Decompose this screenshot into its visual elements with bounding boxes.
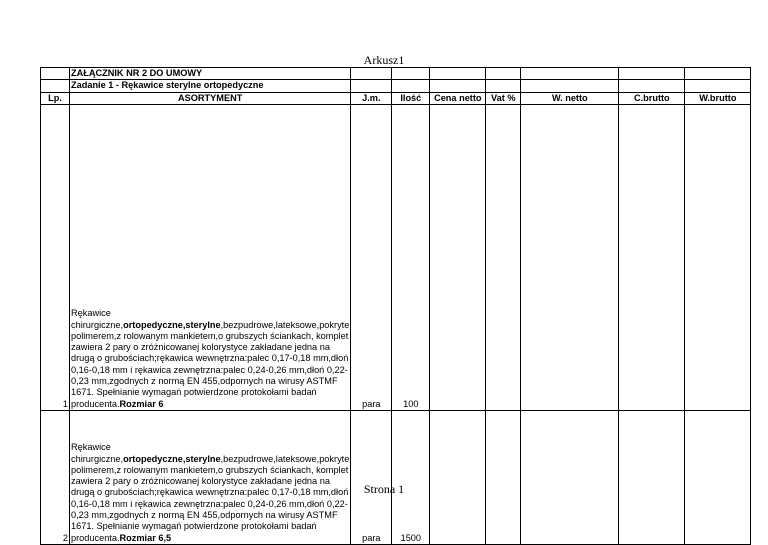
col-header-net-price: Cena netto: [430, 92, 486, 104]
desc-size: Rozmiar 6: [119, 398, 164, 409]
empty-cell: [351, 80, 392, 92]
empty-cell: [521, 80, 619, 92]
empty-cell: [41, 80, 70, 92]
col-header-assortment: ASORTYMENT: [70, 92, 351, 104]
empty-cell: [351, 68, 392, 80]
row-net-price: [430, 104, 486, 410]
empty-cell: [619, 80, 685, 92]
empty-cell: [392, 80, 430, 92]
column-header-row: [41, 92, 751, 104]
row-net-value: [521, 104, 619, 410]
task-title: Zadanie 1 - Rękawice sterylne ortopedyczne: [70, 80, 351, 92]
page-footer: Strona 1: [363, 482, 405, 496]
sheet-title: Arkusz1: [363, 53, 405, 67]
row-qty: 100: [392, 104, 430, 410]
desc-text: ,bezpudrowe,lateksowe,pokryte polimerem,z rolowanym mankietem,o grubszych ściankach, komplet zawiera 2 pary o zróżnicowanej kolorystyce zakładane jedna na drugą o grubościach;rękawica wewnętrzna:palec 0,17-0,18 mm,dłoń 0,16-0,18 mm i rękawica zewnętrzna:palec 0,24-0,26 mm,dłoń 0,22-0,23 mm,zgodnych z normą EN 455,odpornych na wirusy ASTMF 1671. Spełnianie wymagań potwierdzone protokołami badań producenta.: [71, 453, 350, 543]
order-table: [40, 67, 751, 545]
col-header-lp: Lp.: [41, 92, 70, 104]
empty-cell: [430, 68, 486, 80]
empty-cell: [619, 68, 685, 80]
empty-cell: [430, 80, 486, 92]
desc-text: ,bezpudrowe,lateksowe,pokryte polimerem,z rolowanym mankietem,o grubszych ściankach, komplet zawiera 2 pary o zróżnicowanej kolorystyce zakładane jedna na drugą o grubościach;rękawica wewnętrzna:palec 0,17-0,18 mm,dłoń 0,16-0,18 mm i rękawica zewnętrzna:palec 0,24-0,26 mm,dłoń 0,22-0,23 mm,zgodnych z normą EN 455,odpornych na wirusy ASTMF 1671. Spełnianie wymagań potwierdzone protokołami badań producenta.: [71, 319, 350, 409]
col-header-net-value: W. netto: [521, 92, 619, 104]
row-qty: 1500: [392, 410, 430, 544]
desc-text: Rękawice chirurgiczne,: [71, 442, 124, 464]
table-row: [41, 104, 751, 410]
empty-cell: [521, 68, 619, 80]
empty-cell: [486, 80, 521, 92]
empty-cell: [685, 68, 751, 80]
empty-cell: [685, 80, 751, 92]
row-vat: [486, 410, 521, 544]
empty-cell: [41, 68, 70, 80]
annex-title: ZAŁĄCZNIK NR 2 DO UMOWY: [70, 68, 351, 80]
col-header-gross-price: C.brutto: [619, 92, 685, 104]
row-description: [70, 410, 351, 544]
row-lp: 1: [41, 104, 70, 410]
row-vat: [486, 104, 521, 410]
row-gross-price: [619, 410, 685, 544]
desc-bold: ortopedyczne,sterylne: [123, 453, 221, 464]
row-gross-value: [685, 104, 751, 410]
col-header-unit: J.m.: [351, 92, 392, 104]
table-row: [41, 410, 751, 544]
row-description: [70, 104, 351, 410]
row-lp: 2: [41, 410, 70, 544]
row-unit: para: [351, 410, 392, 544]
desc-bold: ortopedyczne,sterylne: [123, 319, 221, 330]
annex-row: [41, 68, 751, 80]
empty-cell: [392, 68, 430, 80]
col-header-vat: Vat %: [486, 92, 521, 104]
col-header-qty: Ilość: [392, 92, 430, 104]
desc-size: Rozmiar 6,5: [119, 532, 172, 543]
row-gross-value: [685, 410, 751, 544]
empty-cell: [486, 68, 521, 80]
row-gross-price: [619, 104, 685, 410]
row-net-value: [521, 410, 619, 544]
desc-text: Rękawice chirurgiczne,: [71, 308, 124, 330]
row-unit: para: [351, 104, 392, 410]
task-row: [41, 80, 751, 92]
col-header-gross-value: W.brutto: [685, 92, 751, 104]
row-net-price: [430, 410, 486, 544]
